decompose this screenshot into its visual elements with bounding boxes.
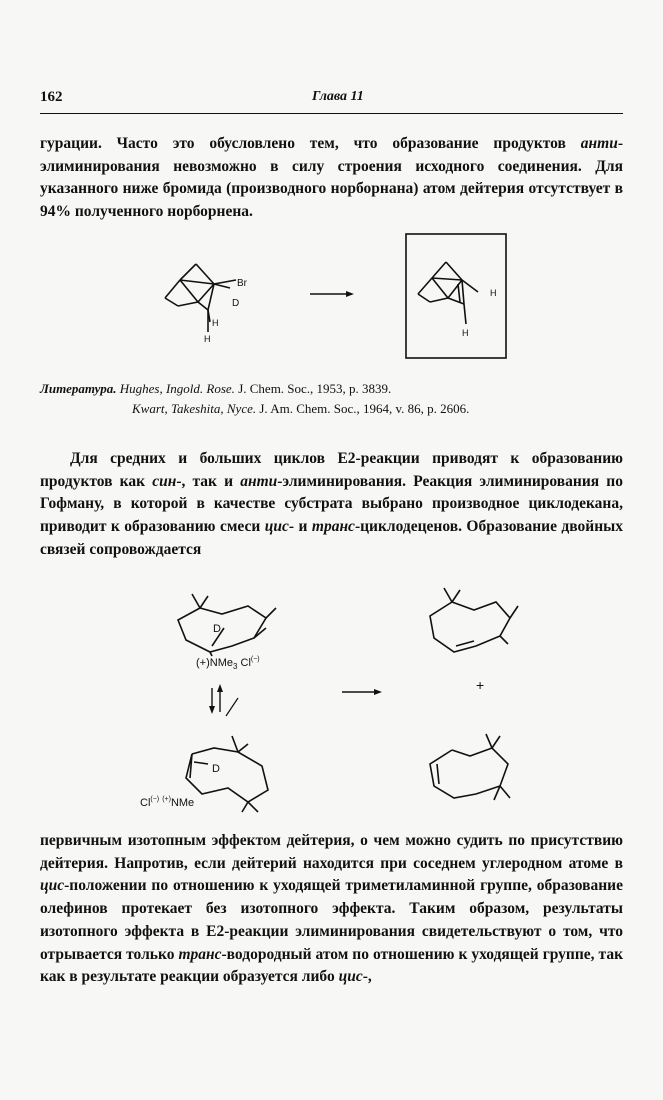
label-d: D (232, 298, 240, 309)
reaction-arrowhead-2 (374, 689, 382, 695)
norbornane-bromide-structure (165, 264, 236, 332)
literature-label: Литература. (40, 381, 117, 396)
label-nme-bottom: Cl(−) (+)NMe (140, 796, 195, 809)
para3-cis-2: цис (338, 968, 363, 986)
para1-anti: анти (580, 135, 618, 152)
reference-2-authors: Kwart, Takeshita, Nyce. (132, 401, 257, 416)
label-br: Br (237, 278, 247, 289)
paragraph-3 (40, 830, 623, 989)
reference-2-source: J. Am. Chem. Soc., 1964, v. 86, p. 2606. (259, 401, 470, 416)
label-nme3-top: (+)NMe$_3$ Cl(−) (196, 656, 260, 671)
paragraph-1 (40, 133, 623, 224)
literature-references (40, 379, 623, 419)
norbornene-structure (418, 262, 478, 324)
cyclodecane-bottom-ring (186, 736, 268, 812)
equilibrium-arrowhead-down (209, 706, 215, 714)
label-d-bottom: D (212, 763, 220, 775)
para3-text-3: -водородный атом по отношению к уходящей группе, так как в результате реакции образуется либо (40, 945, 623, 986)
header-rule (40, 113, 623, 114)
para2-syn: син (152, 472, 177, 490)
label-d-top: D (213, 623, 221, 635)
norbornane-reaction-figure (150, 228, 510, 363)
cyclodecane-top-ring (178, 594, 276, 656)
reference-2 (40, 399, 623, 419)
cyclodecane-elimination-svg (130, 580, 530, 815)
para2-cis: цис (264, 518, 289, 536)
para2-text-1: Для средних и больших циклов E2-реакции приводят к образованию продуктов как (40, 450, 623, 490)
para2-text-3: -элиминирования. Реакция элиминирования по Гофману, в которой в качестве субстрата выбрано производное циклодекана, приводит к образованию смеси (40, 472, 623, 536)
para3-cis: цис (40, 877, 65, 895)
label-h3: H (490, 288, 497, 298)
paragraph-2 (40, 448, 623, 562)
cyclodecane-elimination-figure (130, 580, 530, 815)
trans-cyclodecene-structure (430, 588, 518, 652)
para3-text-4: -, (362, 968, 372, 986)
para3-trans: транс (178, 945, 222, 963)
para2-text-2: -, так и (176, 472, 241, 490)
rotation-mark (226, 698, 238, 716)
reaction-arrowhead (346, 291, 354, 297)
running-head: Глава 11 (312, 89, 364, 104)
para3-text-2: -положении по отношению к уходящей триметиламинной группе, образование олефинов протекает без изотопного эффекта. Таким образом, результаты изотопного эффекта в E2-реакции элиминирования свидетельствуют о том, что отрывается только (40, 877, 623, 963)
label-h2: H (204, 334, 211, 344)
para3-text-1: первичным изотопным эффектом дейтерия, о чем можно судить по присутствию дейтерия. Напротив, если дейтерий находится при соседнем углеродном атоме в (40, 832, 623, 872)
label-h4: H (462, 328, 469, 338)
label-h1: H (212, 318, 219, 328)
para2-text-4: - и (288, 518, 312, 536)
page-header (40, 89, 623, 109)
equilibrium-arrowhead-up (217, 684, 223, 692)
cis-cyclodecene-structure (430, 734, 510, 800)
plus-sign: + (476, 677, 485, 693)
para2-trans: транс (311, 518, 355, 536)
page-number: 162 (40, 89, 63, 105)
para1-text-2: -элиминирования невозможно в силу строения исходного соединения. Для указанного ниже бромида (производного норборнана) атом дейтерия отсутствует в 94% полученного норборнена. (40, 135, 623, 221)
para2-text-5: -циклодеценов. Образование двойных связей сопровождается (40, 518, 623, 558)
reference-1 (40, 379, 623, 399)
para2-anti: анти (240, 472, 278, 490)
reference-1-authors: Hughes, Ingold. Rose. (119, 381, 235, 396)
norbornane-reaction-svg (150, 228, 510, 363)
reference-1-source: J. Chem. Soc., 1953, p. 3839. (238, 381, 392, 396)
para1-text-1: гурации. Часто это обусловлено тем, что образование продуктов (40, 135, 581, 152)
